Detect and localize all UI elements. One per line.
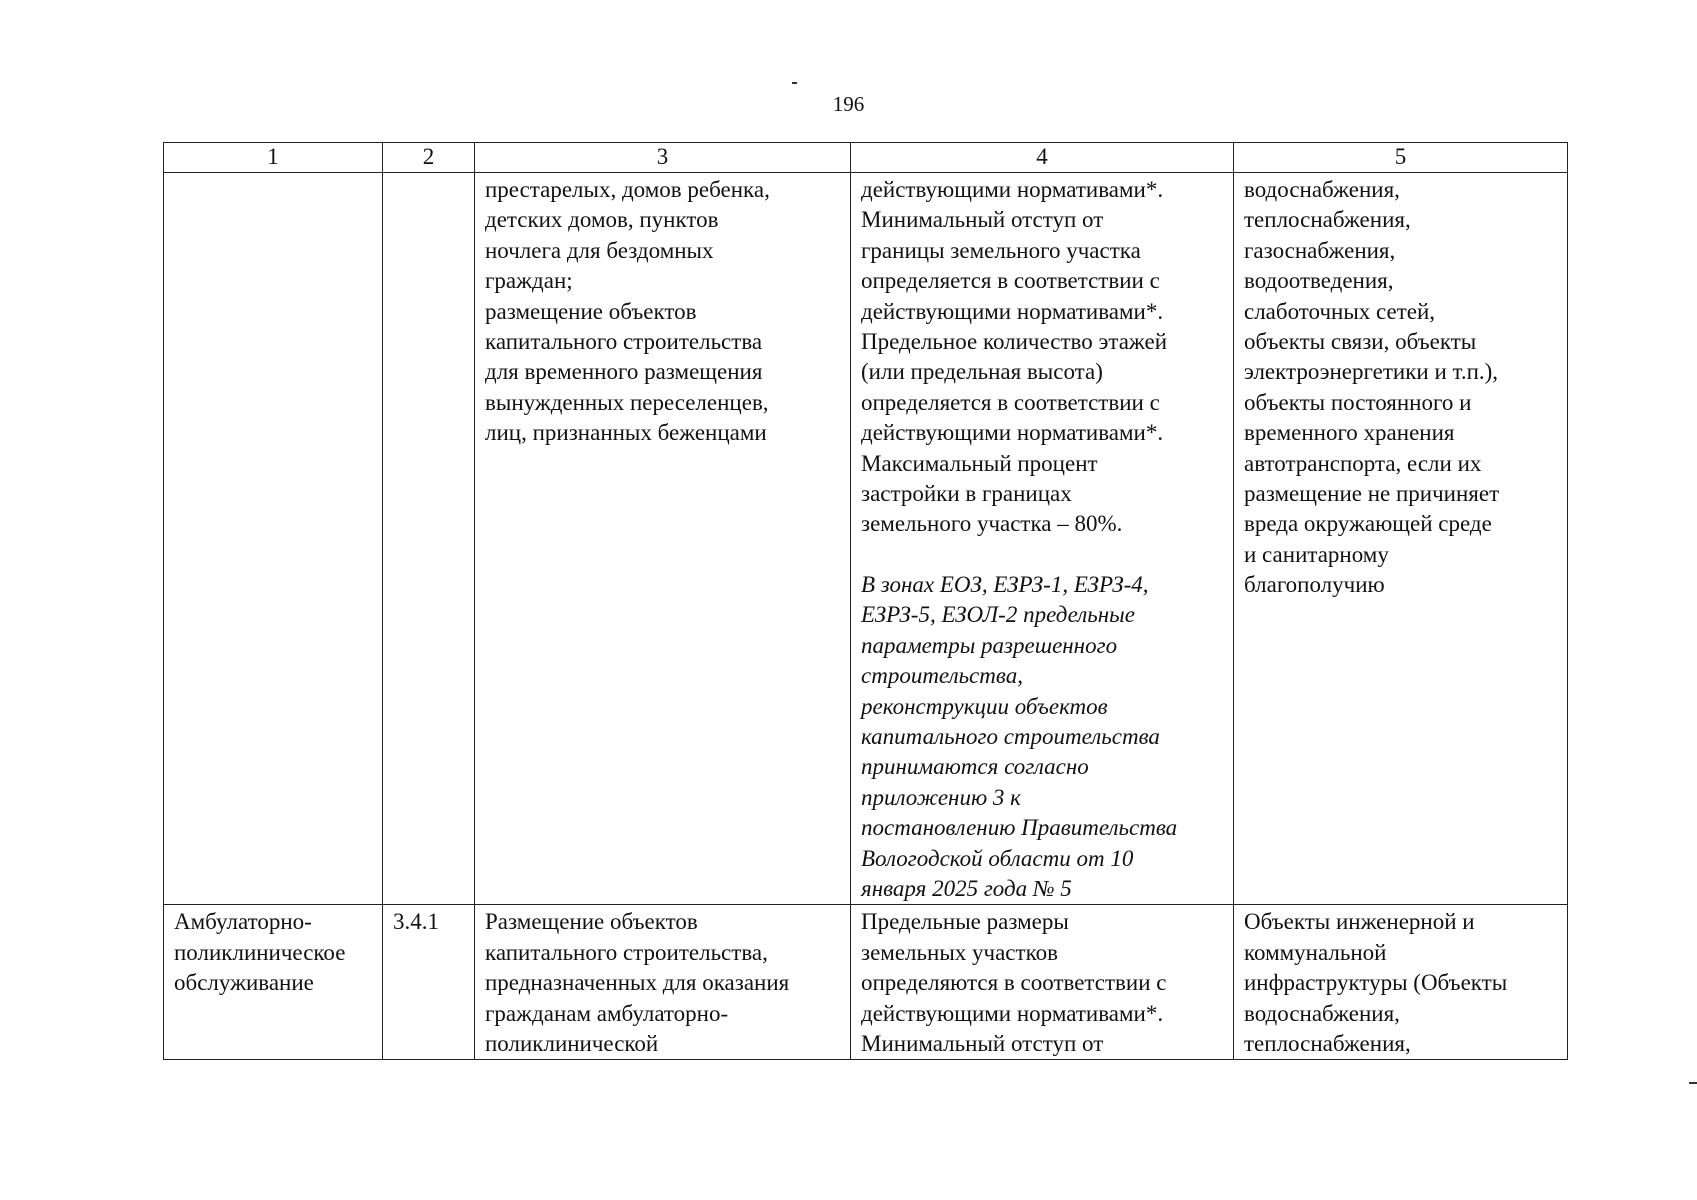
cell-auxiliary-uses	[1234, 905, 1568, 1060]
auxiliary-uses-text: Объекты инженерной и коммунальной инфраструктуры (Объекты водоснабжения, теплоснабжения,	[1244, 909, 1508, 1056]
cell-use-name	[164, 173, 383, 905]
cell-auxiliary-uses	[1234, 173, 1568, 905]
scan-mark	[1689, 1082, 1697, 1084]
table-row	[164, 905, 1568, 1060]
description-text: престарелых, домов ребенка, детских домов, пунктов ночлега для бездомных граждан; размещение объектов капитального строительства для временного размещения вынужденных переселенцев, лиц, признанных беженцами	[485, 177, 770, 446]
header-cell-2: 2	[383, 143, 475, 173]
page-number: 196	[832, 92, 865, 116]
header-cell-3: 3	[475, 143, 851, 173]
description-text: Размещение объектов капитального строительства, предназначенных для оказания гражданам амбулаторно- поликлинической	[485, 909, 790, 1056]
header-cell-4: 4	[851, 143, 1234, 173]
parameters-text: Предельные размеры земельных участков определяются в соответствии с действующими нормативами*. Минимальный отступ от	[861, 909, 1167, 1056]
cell-code	[383, 173, 475, 905]
cell-description	[475, 173, 851, 905]
cell-use-name	[164, 905, 383, 1060]
cell-parameters	[851, 173, 1234, 905]
header-cell-1: 1	[164, 143, 383, 173]
cell-code	[383, 905, 475, 1060]
code-text: 3.4.1	[393, 909, 439, 935]
cell-description	[475, 905, 851, 1060]
use-name-text: Амбулаторно- поликлиническое обслуживание	[174, 909, 346, 996]
parameters-zone-note: В зонах ЕОЗ, ЕЗРЗ-1, ЕЗРЗ-4, ЕЗРЗ-5, ЕЗОЛ-2 предельные параметры разрешенного строительства, реконструкции объектов капитального строительства принимаются согласно приложению 3 к постановлению Правительства Вологодской области от 10 января 2025 года № 5	[861, 571, 1178, 901]
cell-parameters	[851, 905, 1234, 1060]
regulations-table	[163, 142, 1568, 1060]
header-cell-5: 5	[1234, 143, 1568, 173]
table-row	[164, 173, 1568, 905]
auxiliary-uses-text: водоснабжения, теплоснабжения, газоснабжения, водоотведения, слаботочных сетей, объекты связи, объекты электроэнергетики и т.п.), объекты постоянного и временного хранения автотранспорта, если их размещение не причиняет вреда окружающей среде и санитарному благополучию	[1244, 177, 1500, 598]
scan-mark	[792, 82, 797, 84]
table-header-row	[164, 143, 1568, 173]
parameters-text: действующими нормативами*. Минимальный отступ от границы земельного участка определяется в соответствии с действующими нормативами*. Предельное количество этажей (или предельная высота) определяется в соответствии с действующими нормативами*. Максимальный процент застройки в границах земельного участка – 80%.	[861, 177, 1168, 537]
